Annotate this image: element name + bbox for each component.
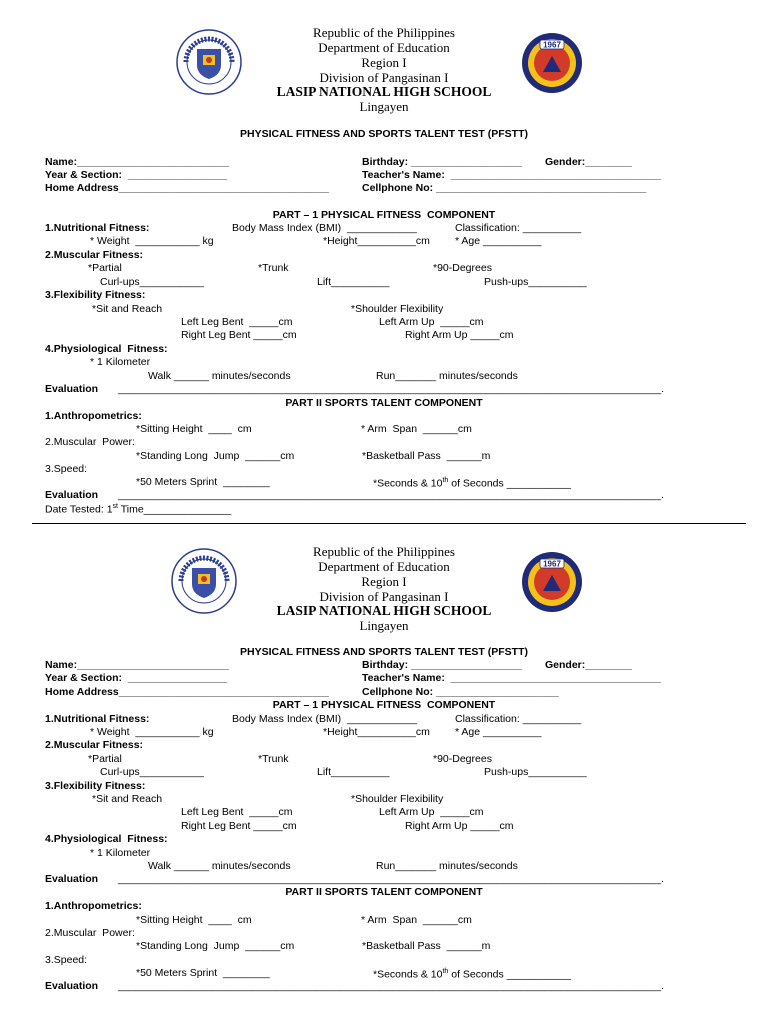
run-field[interactable]: Run_______ minutes/seconds [376,370,518,382]
home-address-field[interactable]: Home Address____________________________________ [45,686,329,698]
speed-label: 3.Speed: [45,463,88,475]
seconds-tenths-field[interactable]: *Seconds & 10th of Seconds ___________ [373,477,571,490]
part1-title: PART – 1 PHYSICAL FITNESS COMPONENT [272,699,496,711]
part1-title: PART – 1 PHYSICAL FITNESS COMPONENT [272,209,496,221]
arm-span-field[interactable]: * Arm Span ______cm [361,423,472,435]
seconds-tenths-field[interactable]: *Seconds & 10th of Seconds ___________ [373,968,571,981]
weight-field[interactable]: * Weight ___________ kg [90,726,214,738]
sitting-height-field[interactable]: *Sitting Height ____ cm [136,914,252,926]
header-division: Division of Pangasinan I [319,70,449,85]
fifty-meter-sprint-field[interactable]: *50 Meters Sprint ________ [136,967,270,979]
lift-field[interactable]: Lift__________ [317,766,390,778]
standing-long-jump-field[interactable]: *Standing Long Jump ______cm [136,450,295,462]
evaluation-label: Evaluation [45,873,99,885]
muscular-fitness-label: 2.Muscular Fitness: [45,249,144,261]
header-region: Region I [361,574,407,589]
bmi-field[interactable]: Body Mass Index (BMI) ____________ [232,713,418,725]
height-field[interactable]: *Height__________cm [323,235,430,247]
gender-field[interactable]: Gender:________ [545,659,632,671]
flexibility-fitness-label: 3.Flexibility Fitness: [45,780,146,792]
muscular-power-label: 2.Muscular Power: [45,927,135,939]
header-town: Lingayen [359,99,409,114]
right-arm-up-field[interactable]: Right Arm Up _____cm [405,820,514,832]
run-field[interactable]: Run_______ minutes/seconds [376,860,518,872]
nutritional-fitness-label: 1.Nutritional Fitness: [45,222,150,234]
trunk-label: *Trunk [258,262,289,274]
arm-span-field[interactable]: * Arm Span ______cm [361,914,472,926]
header-school-name: LASIP NATIONAL HIGH SCHOOL [276,84,492,99]
pushups-field[interactable]: Push-ups__________ [484,276,587,288]
walk-field[interactable]: Walk ______ minutes/seconds [148,370,291,382]
name-field[interactable]: Name:__________________________ [45,156,229,168]
left-arm-up-field[interactable]: Left Arm Up _____cm [379,806,484,818]
basketball-pass-field[interactable]: *Basketball Pass ______m [362,940,491,952]
ninety-degrees-label: *90-Degrees [433,262,492,274]
evaluation-label-2: Evaluation [45,980,99,992]
home-address-field[interactable]: Home Address____________________________________ [45,182,329,194]
part2-title: PART II SPORTS TALENT COMPONENT [285,397,483,409]
evaluation-field-2[interactable]: _____________________________________________________________________________________________. [118,489,664,501]
cut-line-divider [32,523,746,524]
one-kilometer-label: * 1 Kilometer [90,847,151,859]
pushups-field[interactable]: Push-ups__________ [484,766,587,778]
height-field[interactable]: *Height__________cm [323,726,430,738]
left-arm-up-field[interactable]: Left Arm Up _____cm [379,316,484,328]
part2-title: PART II SPORTS TALENT COMPONENT [285,886,483,898]
header-republic: Republic of the Philippines [313,544,455,559]
birthday-field[interactable]: Birthday: ___________________ [362,659,522,671]
curlups-field[interactable]: Curl-ups___________ [100,276,204,288]
header-region: Region I [361,55,407,70]
birthday-field[interactable]: Birthday: ___________________ [362,156,522,168]
partial-label: *Partial [88,753,122,765]
sit-reach-label: *Sit and Reach [92,303,163,315]
evaluation-field[interactable]: _____________________________________________________________________________________________. [118,873,664,885]
standing-long-jump-field[interactable]: *Standing Long Jump ______cm [136,940,295,952]
header-division: Division of Pangasinan I [319,589,449,604]
year-section-field[interactable]: Year & Section: _________________ [45,169,228,181]
bmi-field[interactable]: Body Mass Index (BMI) ____________ [232,222,418,234]
evaluation-label-2: Evaluation [45,489,99,501]
speed-label: 3.Speed: [45,954,88,966]
gender-field[interactable]: Gender:________ [545,156,632,168]
physiological-fitness-label: 4.Physiological Fitness: [45,343,168,355]
left-leg-bent-field[interactable]: Left Leg Bent _____cm [181,316,293,328]
anthropometrics-label: 1.Anthropometrics: [45,410,142,422]
fifty-meter-sprint-field[interactable]: *50 Meters Sprint ________ [136,476,270,488]
form-title: PHYSICAL FITNESS AND SPORTS TALENT TEST (PFSTT) [240,128,528,140]
age-field[interactable]: * Age __________ [455,726,542,738]
sitting-height-field[interactable]: *Sitting Height ____ cm [136,423,252,435]
physiological-fitness-label: 4.Physiological Fitness: [45,833,168,845]
year-section-field[interactable]: Year & Section: _________________ [45,672,228,684]
flexibility-fitness-label: 3.Flexibility Fitness: [45,289,146,301]
evaluation-label: Evaluation [45,383,99,395]
header-department: Department of Education [318,40,450,55]
sit-reach-label: *Sit and Reach [92,793,163,805]
age-field[interactable]: * Age __________ [455,235,542,247]
lift-field[interactable]: Lift__________ [317,276,390,288]
date-tested-field[interactable]: Date Tested: 1st Time_______________ [45,503,232,516]
right-leg-bent-field[interactable]: Right Leg Bent _____cm [181,329,297,341]
nutritional-fitness-label: 1.Nutritional Fitness: [45,713,150,725]
ninety-degrees-label: *90-Degrees [433,753,492,765]
school-seal-year: 1967 [543,559,561,569]
basketball-pass-field[interactable]: *Basketball Pass ______m [362,450,491,462]
anthropometrics-label: 1.Anthropometrics: [45,900,142,912]
teacher-name-field[interactable]: Teacher's Name: ____________________________________ [362,672,661,684]
weight-field[interactable]: * Weight ___________ kg [90,235,214,247]
form-title: PHYSICAL FITNESS AND SPORTS TALENT TEST (PFSTT) [240,646,528,658]
muscular-fitness-label: 2.Muscular Fitness: [45,739,144,751]
header-town: Lingayen [359,618,409,633]
header-department: Department of Education [318,559,450,574]
curlups-field[interactable]: Curl-ups___________ [100,766,204,778]
one-kilometer-label: * 1 Kilometer [90,356,151,368]
evaluation-field[interactable]: _____________________________________________________________________________________________. [118,383,664,395]
walk-field[interactable]: Walk ______ minutes/seconds [148,860,291,872]
teacher-name-field[interactable]: Teacher's Name: ____________________________________ [362,169,661,181]
trunk-label: *Trunk [258,753,289,765]
header-school-name: LASIP NATIONAL HIGH SCHOOL [276,603,492,618]
partial-label: *Partial [88,262,122,274]
name-field[interactable]: Name:__________________________ [45,659,229,671]
right-arm-up-field[interactable]: Right Arm Up _____cm [405,329,514,341]
muscular-power-label: 2.Muscular Power: [45,436,135,448]
header-republic: Republic of the Philippines [313,25,455,40]
evaluation-field-2[interactable]: _____________________________________________________________________________________________. [118,980,664,992]
classification-field[interactable]: Classification: __________ [455,713,582,725]
school-seal-year: 1967 [543,40,561,50]
cellphone-field[interactable]: Cellphone No: ____________________________________ [362,182,647,194]
shoulder-flexibility-label: *Shoulder Flexibility [351,793,444,805]
classification-field[interactable]: Classification: __________ [455,222,582,234]
shoulder-flexibility-label: *Shoulder Flexibility [351,303,444,315]
left-leg-bent-field[interactable]: Left Leg Bent _____cm [181,806,293,818]
cellphone-field[interactable]: Cellphone No: _____________________ [362,686,559,698]
right-leg-bent-field[interactable]: Right Leg Bent _____cm [181,820,297,832]
